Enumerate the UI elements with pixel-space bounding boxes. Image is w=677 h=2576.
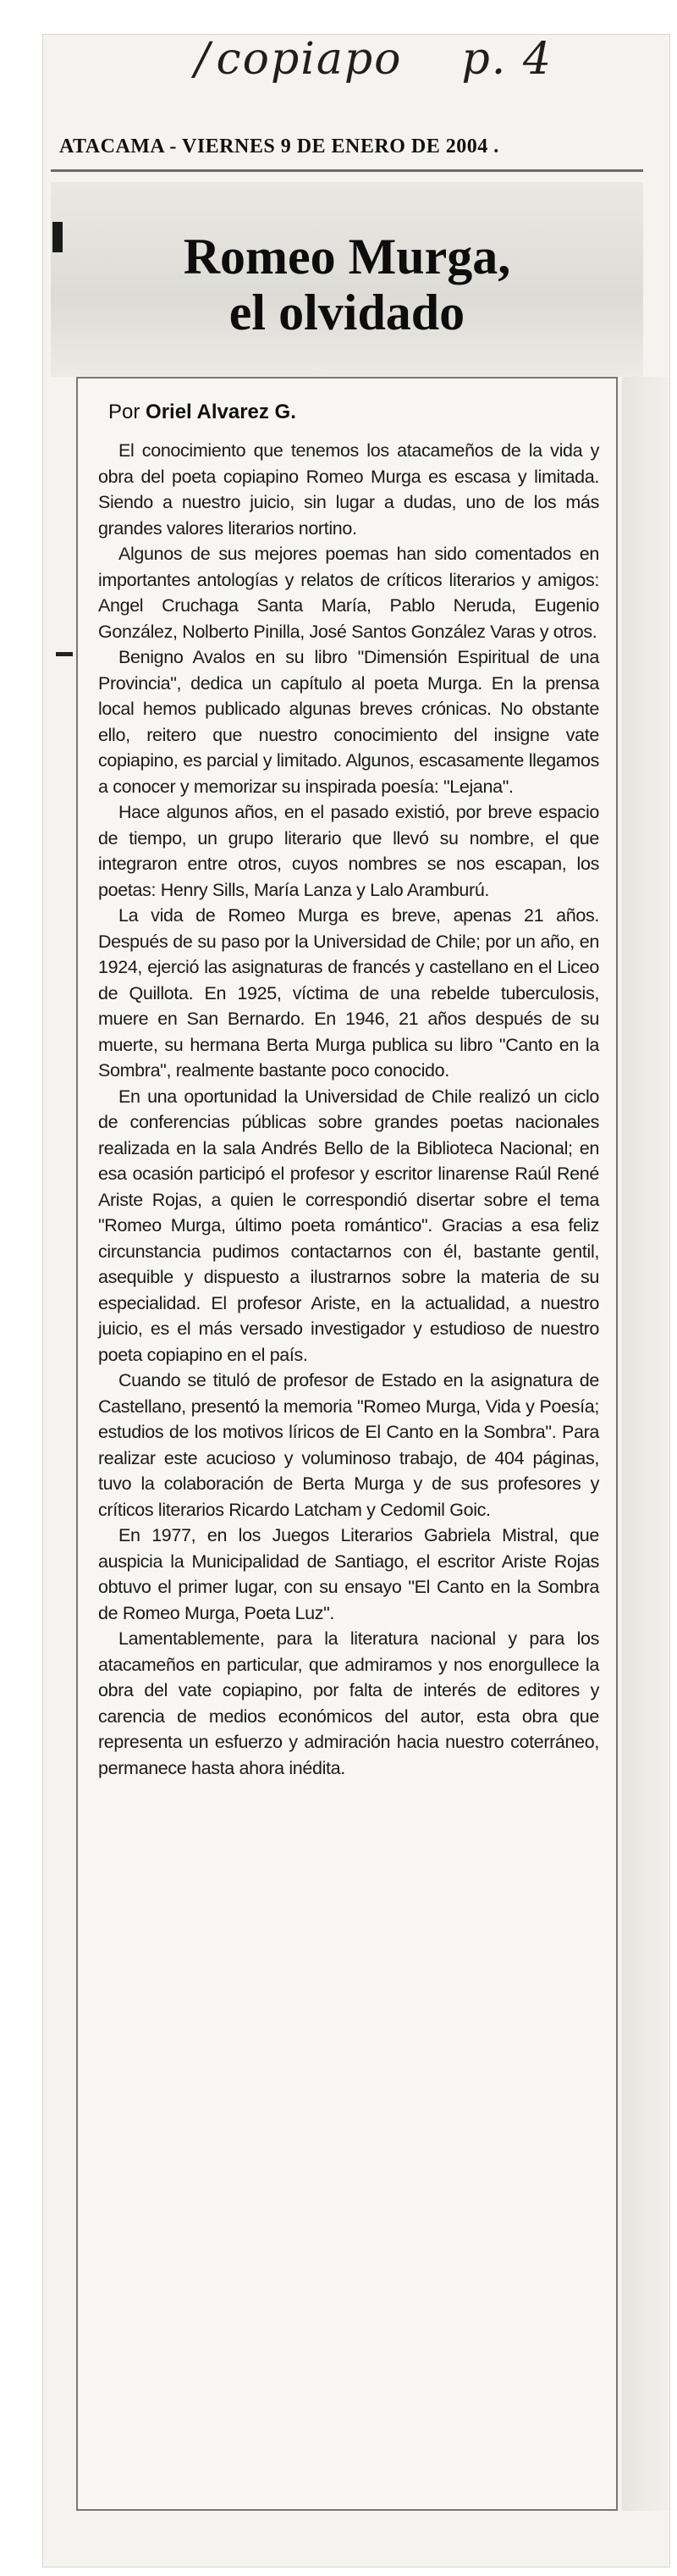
paragraph-5: La vida de Romeo Murga es breve, apenas 21 años. Después de su paso por la Universidad de Chile; por un año, en 1924, ejerció las asignaturas de francés y castellano en el Liceo de Quillota. En 1925, víctima de una rebelde tuberculosis, muere en San Bernardo. En 1946, 21 años después de su muerte, su hermana Berta Murga publica su libro "Canto en la Sombra", realmente bastante poco conocido.: [98, 905, 599, 1081]
dateline: ATACAMA - VIERNES 9 DE ENERO DE 2004 .: [59, 135, 499, 158]
title-line-2: el olvidado: [228, 285, 465, 340]
annotation-page: p. 4: [461, 34, 553, 85]
paragraph-6: En una oportunidad la Universidad de Chile realizó un ciclo de conferencias públicas sobre grandes poetas nacionales realizada en la sala Andrés Bello de la Biblioteca Nacional; en esa ocasión participó el profesor y escritor linarense Raúl René Ariste Rojas, a quien le correspondió disertar sobre el tema "Romeo Murga, último poeta romántico". Gracias a esa feliz circunstancia pudimos contactarnos con él, bastante gentil, asequible y dispuesto a ilustrarnos sobre la materia de su especialidad. El profesor Ariste, en la actualidad, a nuestro juicio, es el más versado investigador y estudioso de nuestro poeta copiapino en el país.: [98, 1086, 599, 1365]
handwritten-annotation: [195, 34, 601, 85]
article-box: [76, 377, 618, 2511]
paragraph-3: Benigno Avalos en su libro "Dimensión Espiritual de una Provincia", dedica un capítulo al poeta Murga. En la prensa local hemos publicado algunas breves crónicas. No obstante ello, reitero que nuestro conocimiento del insigne vate copiapino, es parcial y limitado. Algunos, escasamente llegamos a conocer y memorizar su inspirada poesía: "Lejana".: [98, 647, 599, 797]
title-line-1: Romeo Murga,: [183, 229, 511, 285]
article-title: [110, 229, 584, 340]
margin-mark: [52, 222, 63, 252]
byline: [108, 401, 599, 424]
paragraph-1: El conocimiento que tenemos los atacameños de la vida y obra del poeta copiapino Romeo Murga es escasa y limitada. Siendo a nuestro juicio, sin lugar a dudas, uno de los más grandes valores literarios nortino.: [98, 440, 599, 539]
right-margin: [622, 377, 669, 2511]
article-body: [98, 438, 599, 1781]
paragraph-8: En 1977, en los Juegos Literarios Gabriela Mistral, que auspicia la Municipalidad de Santiago, el escritor Ariste Rojas obtuvo el primer lugar, con su ensayo "El Canto en la Sombra de Romeo Murga, Poeta Luz".: [98, 1525, 599, 1623]
paragraph-4: Hace algunos años, en el pasado existió, por breve espacio de tiempo, un grupo literario que llevó su nombre, el que integraron entre otros, cuyos nombres se nos escapan, los poetas: Henry Sills, María Lanza y Lalo Aramburú.: [98, 802, 599, 900]
paragraph-2: Algunos de sus mejores poemas han sido comentados en importantes antologías y relatos de críticos literarios y amigos: Angel Cruchaga Santa María, Pablo Neruda, Eugenio González, Nolberto Pinilla, José Santos González Varas y otros.: [98, 544, 599, 642]
paragraph-9: Lamentablemente, para la literatura nacional y para los atacameños en particular, que admiramos y nos enorgullece la obra del vate copiapino, por falta de interés de editores y carencia de medios económicos del autor, esta obra que representa un esfuerzo y admiración hacia nuestro coterráneo, permanece hasta ahora inédita.: [98, 1628, 599, 1778]
byline-prefix: Por: [108, 401, 140, 423]
annotation-slash: /: [195, 34, 212, 85]
byline-author: Oriel Alvarez G.: [146, 401, 296, 423]
header-rule: [51, 169, 643, 172]
paragraph-7: Cuando se tituló de profesor de Estado en la asignatura de Castellano, presentó la memoria "Romeo Murga, Vida y Poesía; estudios de los motivos líricos de El Canto en la Sombra". Para realizar este acucioso y voluminoso trabajo, de 404 páginas, tuvo la colaboración de Berta Murga y de sus profesores y críticos literarios Ricardo Latcham y Cedomil Goic.: [98, 1370, 599, 1520]
annotation-source: copiapo: [216, 34, 403, 85]
margin-dash: [56, 652, 73, 656]
